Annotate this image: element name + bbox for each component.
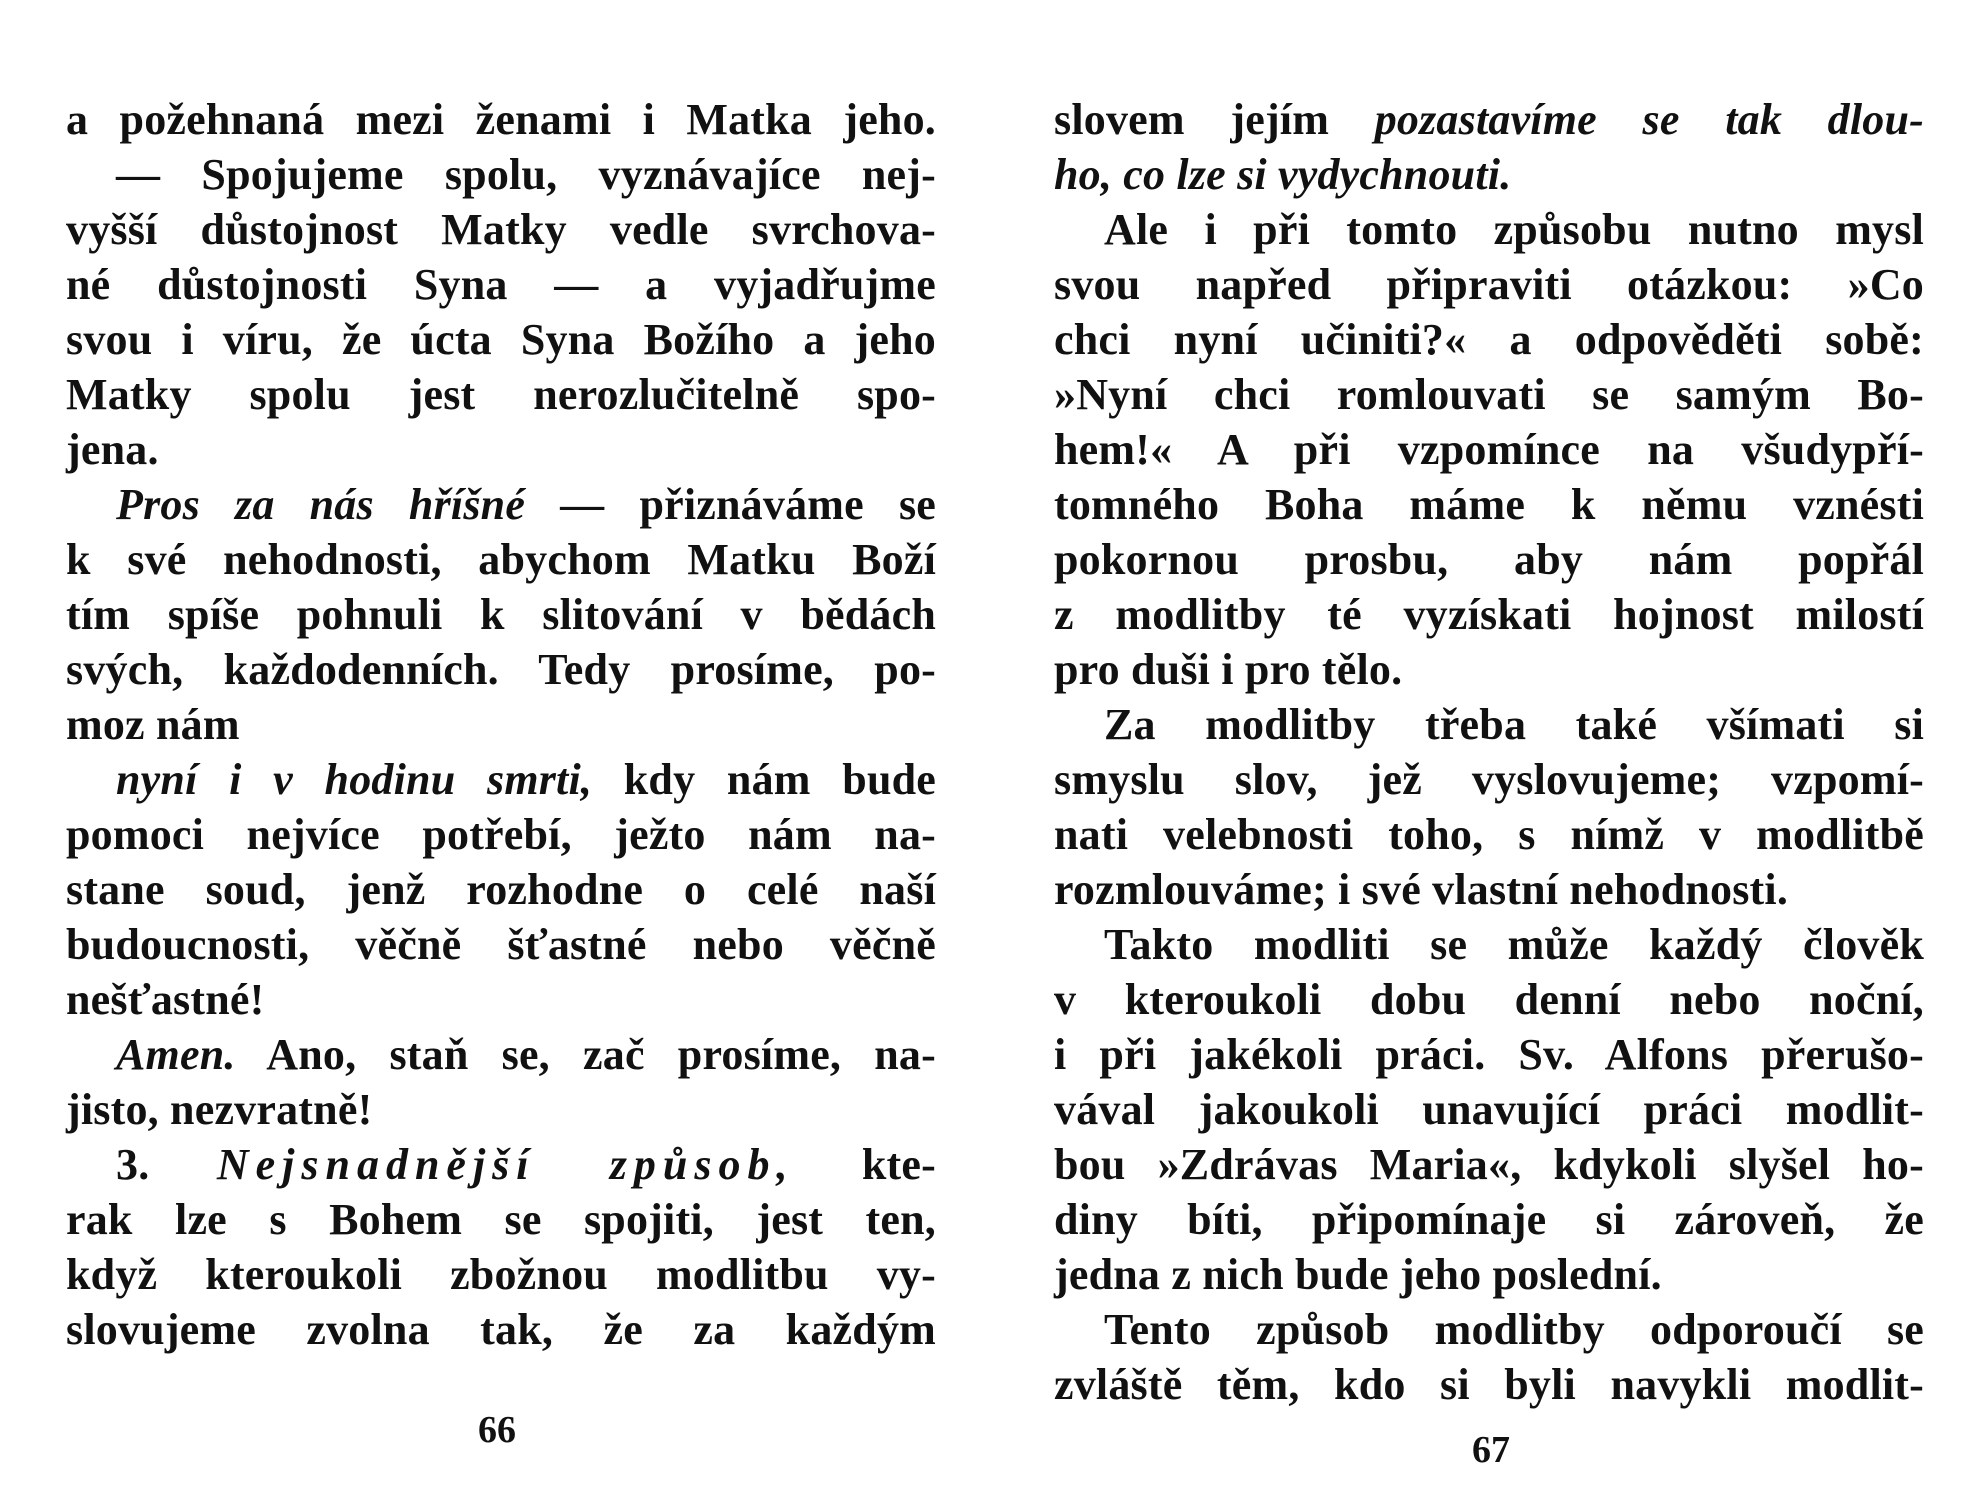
text-line: tomného Boha máme k němu vznésti	[1054, 480, 1924, 529]
text-line: zvláště těm, kdo si byli navykli modlit-	[1054, 1360, 1924, 1409]
text-line: hem!« A při vzpomínce na všudypří-	[1054, 425, 1924, 474]
text-line: pomoci nejvíce potřebí, ježto nám na-	[66, 810, 936, 859]
section-number: 3.	[116, 1140, 217, 1189]
text-line	[1054, 92, 1924, 147]
text-line: Za modlitby třeba také všímati si	[1104, 700, 1924, 749]
text-line	[1054, 147, 1924, 202]
text-line	[66, 1137, 936, 1192]
text-line: z modlitby té vyzískati hojnost milostí	[1054, 590, 1924, 639]
page-number-right: 67	[1472, 1429, 1510, 1471]
text-line: — Spojujeme spolu, vyznávajíce nej-	[116, 150, 936, 199]
italic-phrase: Amen.	[116, 1030, 236, 1079]
text-line: v kteroukoli dobu denní nebo noční,	[1054, 975, 1924, 1024]
text-line: moz nám	[66, 700, 240, 749]
text-run: kdy nám bude	[592, 755, 937, 804]
text-line	[66, 477, 936, 532]
text-line: diny bíti, připomínaje si zároveň, že	[1054, 1195, 1924, 1244]
text-line: slovujeme zvolna tak, že za každým	[66, 1305, 936, 1354]
spaced-italic-heading: Nejsnadnější způsob,	[216, 1140, 795, 1189]
text-line: když kteroukoli zbožnou modlitbu vy-	[66, 1250, 936, 1299]
text-line: bou »Zdrávas Maria«, kdykoli slyšel ho-	[1054, 1140, 1924, 1189]
text-line: jisto, nezvratně!	[66, 1085, 373, 1134]
text-line: nešťastné!	[66, 975, 265, 1024]
text-line: Takto modliti se může každý člověk	[1104, 920, 1924, 969]
text-line: né důstojnosti Syna — a vyjadřujme	[66, 260, 936, 309]
text-line: rozmlouváme; i své vlastní nehodnosti.	[1054, 865, 1789, 914]
text-line	[66, 1027, 936, 1082]
text-line: vyšší důstojnost Matky vedle svrchova-	[66, 205, 936, 254]
text-line: svých, každodenních. Tedy prosíme, po-	[66, 645, 936, 694]
text-line: nati velebnosti toho, s nímž v modlitbě	[1054, 810, 1924, 859]
text-line: rak lze s Bohem se spojiti, jest ten,	[66, 1195, 936, 1244]
text-line: chci nyní učiniti?« a odpověděti sobě:	[1054, 315, 1924, 364]
text-line: pro duši i pro tělo.	[1054, 645, 1403, 694]
page-number-left: 66	[478, 1409, 516, 1451]
text-line: »Nyní chci romlouvati se samým Bo-	[1054, 370, 1924, 419]
text-line: budoucnosti, věčně šťastné nebo věčně	[66, 920, 936, 969]
text-line	[66, 752, 936, 807]
text-line: pokornou prosbu, aby nám popřál	[1054, 535, 1924, 584]
text-line: Matky spolu jest nerozlučitelně spo-	[66, 370, 936, 419]
italic-phrase: Pros za nás hříšné	[116, 480, 526, 529]
text-run: — přiznáváme se	[525, 480, 936, 529]
text-line: Ale i při tomto způsobu nutno mysl	[1104, 205, 1924, 254]
text-line: svou napřed připraviti otázkou: »Co	[1054, 260, 1924, 309]
text-run: slovem jejím	[1054, 95, 1375, 144]
text-line: k své nehodnosti, abychom Matku Boží	[66, 535, 936, 584]
text-line: svou i víru, že úcta Syna Božího a jeho	[66, 315, 936, 364]
text-line: smyslu slov, jež vyslovujeme; vzpomí-	[1054, 755, 1924, 804]
text-line: i při jakékoli práci. Sv. Alfons přerušo-	[1054, 1030, 1924, 1079]
text-line: vával jakoukoli unavující práci modlit-	[1054, 1085, 1924, 1134]
text-line: jena.	[66, 425, 159, 474]
italic-phrase: ho, co lze si vydychnouti.	[1054, 150, 1512, 199]
text-line: a požehnaná mezi ženami i Matka jeho.	[66, 95, 936, 144]
text-line: jedna z nich bude jeho poslední.	[1054, 1250, 1662, 1299]
text-line: tím spíše pohnuli k slitování v bědách	[66, 590, 936, 639]
italic-phrase: pozastavíme se tak dlou-	[1374, 95, 1924, 144]
left-page-text	[66, 92, 936, 1357]
text-line: stane soud, jenž rozhodne o celé naší	[66, 865, 936, 914]
text-line: Tento způsob modlitby odporoučí se	[1104, 1305, 1924, 1354]
italic-phrase: nyní i v hodinu smrti,	[116, 755, 593, 804]
text-run: kte-	[794, 1140, 936, 1189]
right-page-text	[1054, 92, 1924, 1412]
text-run: Ano, staň se, zač prosíme, na-	[235, 1030, 936, 1079]
